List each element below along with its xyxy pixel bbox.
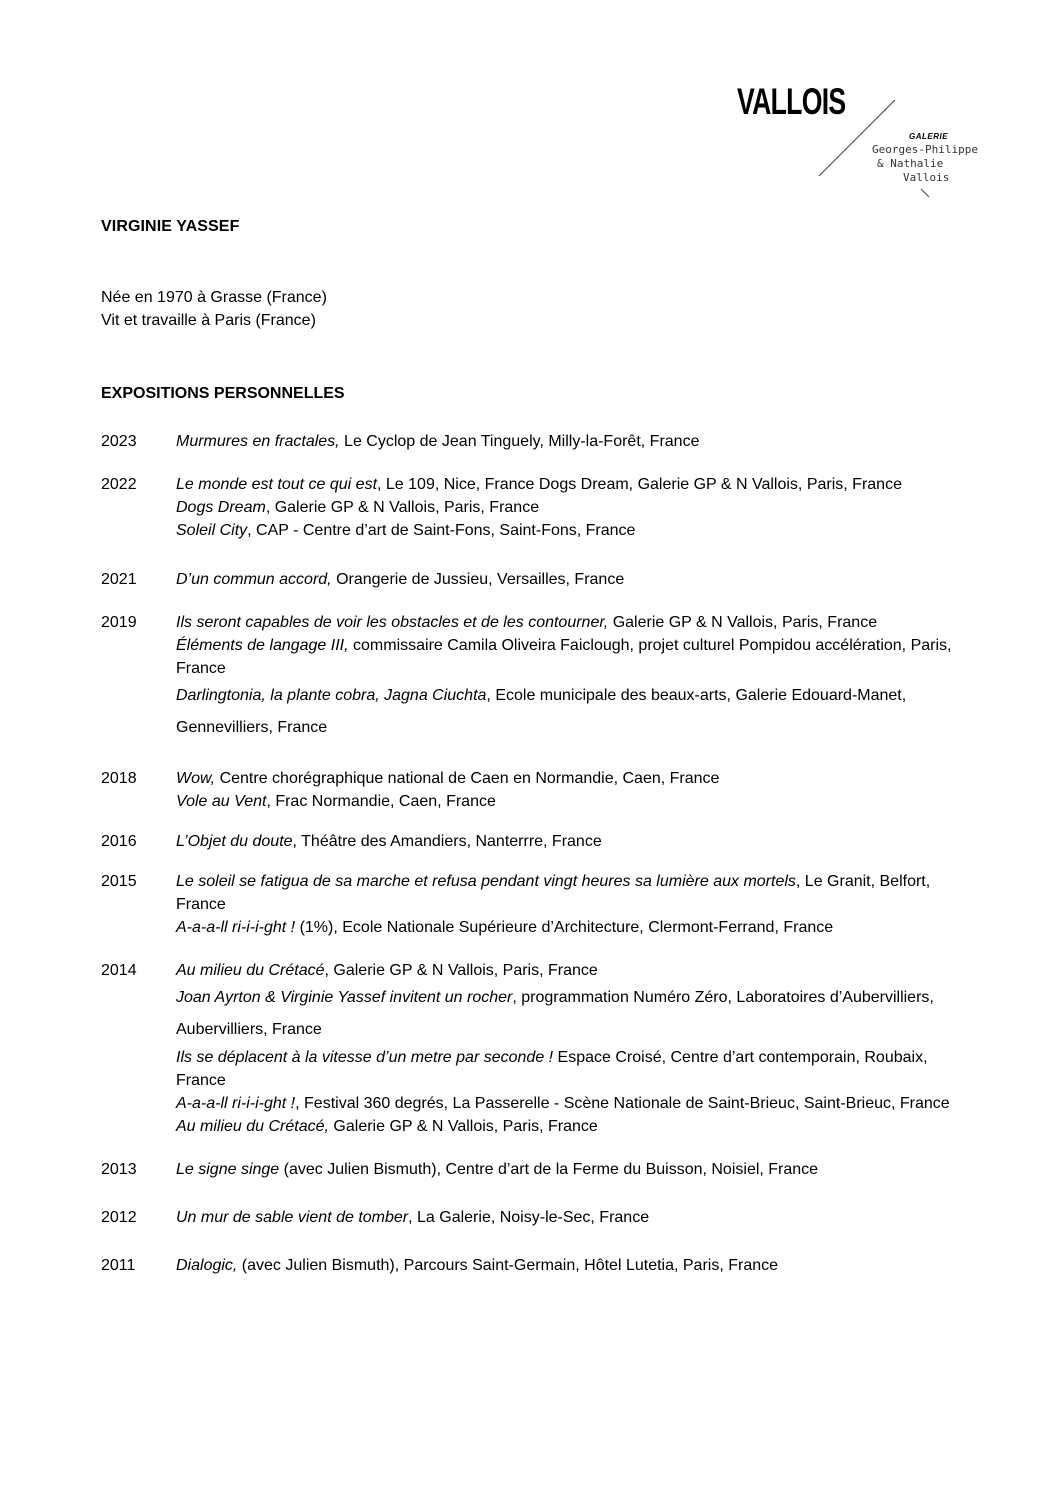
exhibition-item [176, 1158, 981, 1181]
artist-bio [101, 286, 327, 332]
exhibition-venue: Galerie GP & N Vallois, Paris, France [328, 1118, 598, 1135]
exhibition-title: Murmures en fractales, [176, 433, 340, 450]
exhibition-item [176, 519, 981, 542]
exhibition-year: 2011 [101, 1257, 136, 1274]
exhibition-year-group [101, 1206, 981, 1229]
exhibition-title: Un mur de sable vient de tomber [176, 1209, 409, 1226]
exhibition-year: 2012 [101, 1209, 137, 1226]
exhibition-item [176, 870, 981, 916]
exhibition-item [176, 959, 981, 982]
gallery-logo [737, 80, 997, 210]
exhibition-venue: , Ecole municipale des beaux-arts, Galerie Edouard-Manet, Gennevilliers, France [176, 687, 907, 736]
exhibition-year: 2016 [101, 833, 137, 850]
exhibition-item [176, 982, 981, 1046]
exhibition-items [176, 473, 981, 542]
exhibition-title: Dogs Dream [176, 499, 266, 516]
bio-birth: Née en 1970 à Grasse (France) [101, 289, 327, 306]
exhibition-title: Joan Ayrton & Virginie Yassef invitent un rocher [176, 989, 513, 1006]
exhibition-venue: , Galerie GP & N Vallois, Paris, France [265, 499, 540, 516]
exhibition-year-group [101, 611, 981, 744]
exhibition-title: Le monde est tout ce qui est [176, 476, 378, 493]
exhibition-item [176, 1115, 981, 1138]
logo-line-2: & Nathalie [877, 157, 944, 170]
exhibition-venue: Orangerie de Jussieu, Versailles, France [331, 571, 625, 588]
exhibition-item [176, 611, 981, 634]
exhibition-item [176, 767, 981, 790]
exhibition-venue: Le Cyclop de Jean Tinguely, Milly-la-Forêt, France [339, 433, 700, 450]
exhibition-item [176, 1254, 981, 1277]
exhibition-venue: , La Galerie, Noisy-le-Sec, France [408, 1209, 650, 1226]
exhibition-item [176, 1206, 981, 1229]
bio-lives: Vit et travaille à Paris (France) [101, 312, 316, 329]
exhibition-venue: (avec Julien Bismuth), Parcours Saint-Germain, Hôtel Lutetia, Paris, France [237, 1257, 779, 1274]
exhibition-title: Soleil City [176, 522, 248, 539]
exhibition-items [176, 830, 981, 853]
exhibition-item [176, 916, 981, 939]
exhibition-year: 2015 [101, 873, 137, 890]
exhibition-venue: , CAP - Centre d’art de Saint-Fons, Saint-Fons, France [247, 522, 636, 539]
artist-name: VIRGINIE YASSEF [101, 218, 240, 235]
exhibition-year-group [101, 767, 981, 813]
exhibition-venue: , Le 109, Nice, France Dogs Dream, Galerie GP & N Vallois, Paris, France [377, 476, 902, 493]
exhibition-year: 2013 [101, 1161, 137, 1178]
exhibition-venue: Galerie GP & N Vallois, Paris, France [608, 614, 878, 631]
exhibition-title: Dialogic, [176, 1257, 238, 1274]
logo-tick-mark [920, 188, 932, 200]
exhibition-items [176, 870, 981, 939]
exhibition-venue: (avec Julien Bismuth), Centre d’art de la Ferme du Buisson, Noisiel, France [279, 1161, 819, 1178]
exhibition-item [176, 634, 981, 680]
exhibition-items [176, 568, 981, 591]
exhibition-item [176, 568, 981, 591]
exhibition-year-group [101, 568, 981, 591]
exhibition-item [176, 830, 981, 853]
exhibition-year: 2019 [101, 614, 137, 631]
exhibition-title: Le signe singe [176, 1161, 280, 1178]
section-title: EXPOSITIONS PERSONNELLES [101, 385, 345, 402]
exhibition-venue: , Galerie GP & N Vallois, Paris, France [324, 962, 598, 979]
exhibition-title: L’Objet du doute [176, 833, 293, 850]
exhibition-year-group [101, 430, 981, 453]
exhibition-title: D’un commun accord, [176, 571, 332, 588]
exhibition-title: Le soleil se fatigua de sa marche et refusa pendant vingt heures sa lumière aux mortels [176, 873, 796, 890]
exhibition-venue: commissaire Camila Oliveira Faiclough, projet culturel Pompidou accélération, Paris, France [176, 637, 952, 677]
exhibition-year: 2021 [101, 571, 137, 588]
exhibition-venue: Espace Croisé, Centre d’art contemporain, Roubaix, France [176, 1049, 928, 1089]
exhibition-year: 2018 [101, 770, 137, 787]
exhibition-items [176, 959, 981, 1138]
exhibition-year-group [101, 1158, 981, 1181]
exhibition-year-group [101, 473, 981, 542]
exhibition-venue: , Théâtre des Amandiers, Nanterrre, France [292, 833, 602, 850]
exhibition-title: Ils seront capables de voir les obstacles et de les contourner, [176, 614, 609, 631]
exhibition-year-group [101, 1254, 981, 1277]
logo-galerie-label: GALERIE [909, 132, 949, 141]
exhibition-year-group [101, 870, 981, 939]
exhibition-year: 2014 [101, 962, 137, 979]
exhibition-items [176, 430, 981, 453]
logo-line-1: Georges-Philippe [872, 143, 978, 156]
exhibition-title: Vole au Vent [176, 793, 267, 810]
exhibition-items [176, 611, 981, 744]
exhibition-year: 2023 [101, 433, 137, 450]
exhibition-title: Darlingtonia, la plante cobra, Jagna Ciuchta [176, 687, 487, 704]
exhibition-venue: Centre chorégraphique national de Caen en Normandie, Caen, France [215, 770, 720, 787]
exhibitions-list [101, 430, 981, 1277]
exhibition-items [176, 1206, 981, 1229]
exhibition-year: 2022 [101, 476, 137, 493]
exhibition-title: A-a-a-ll ri-i-i-ght ! [176, 1095, 296, 1112]
exhibition-item [176, 1046, 981, 1092]
exhibition-items [176, 1254, 981, 1277]
exhibition-title: Au milieu du Crétacé [176, 962, 325, 979]
exhibition-title: Ils se déplacent à la vitesse d’un metre par seconde ! [176, 1049, 554, 1066]
exhibition-venue: , Le Granit, Belfort, France [176, 873, 931, 913]
exhibition-item [176, 430, 981, 453]
exhibition-year-group [101, 959, 981, 1138]
exhibition-venue: , Frac Normandie, Caen, France [266, 793, 496, 810]
exhibition-venue: , Festival 360 degrés, La Passerelle - Scène Nationale de Saint-Brieuc, Saint-Brieuc, France [295, 1095, 950, 1112]
exhibition-items [176, 767, 981, 813]
exhibition-item [176, 473, 981, 496]
exhibition-items [176, 1158, 981, 1181]
exhibition-year-group [101, 830, 981, 853]
exhibition-title: Au milieu du Crétacé, [176, 1118, 329, 1135]
exhibition-title: Éléments de langage III, [176, 637, 349, 654]
exhibition-item [176, 790, 981, 813]
exhibition-venue: (1%), Ecole Nationale Supérieure d’Architecture, Clermont-Ferrand, France [295, 919, 834, 936]
exhibition-item [176, 1092, 981, 1115]
logo-line-3: Vallois [903, 171, 950, 184]
exhibition-item [176, 680, 981, 744]
exhibition-title: Wow, [176, 770, 216, 787]
exhibition-title: A-a-a-ll ri-i-i-ght ! [176, 919, 296, 936]
exhibition-item [176, 496, 981, 519]
exhibition-venue: , programmation Numéro Zéro, Laboratoires d’Aubervilliers, Aubervilliers, France [176, 989, 934, 1038]
logo-wordmark: VALLOIS [737, 81, 846, 122]
